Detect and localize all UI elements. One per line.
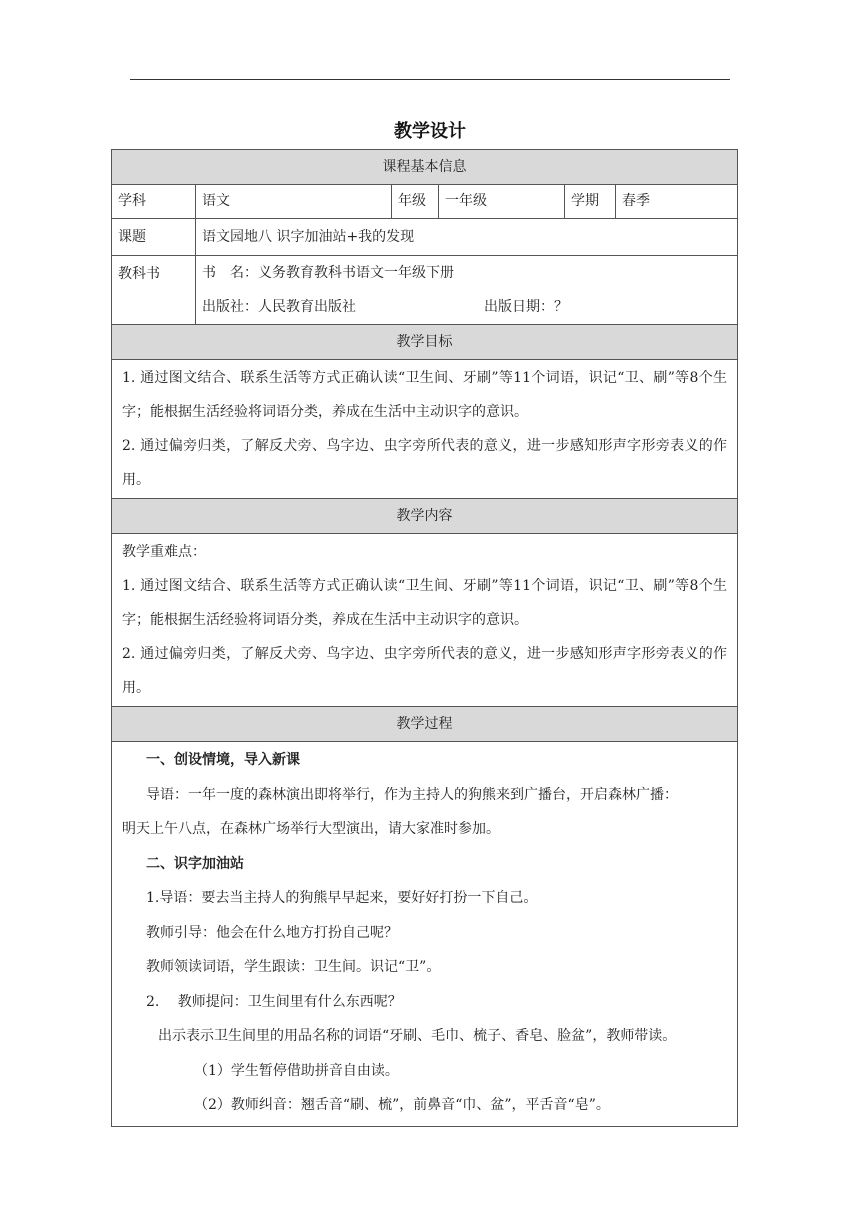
process-cell <box>112 742 738 1127</box>
section-header-objectives <box>112 325 738 360</box>
topic-label: 课题 <box>112 219 196 256</box>
publish-date: 出版日期：？ <box>484 299 568 315</box>
section-title: 课程基本信息 <box>112 150 738 185</box>
key-point-item: 1. 通过图文结合、联系生活等方式正确认读“卫生间、牙刷”等11个词语，识记“卫、刷”等8个生字；能根据生活经验将词语分类，养成在生活中主动识字的意识。 <box>122 578 728 628</box>
section-header-content <box>112 499 738 534</box>
process-paragraph: 明天上午八点，在森林广场举行大型演出，请大家准时参加。 <box>122 821 500 837</box>
process-paragraph: （1）学生暂停借助拼音自由读。 <box>194 1062 399 1079</box>
process-paragraph: 导语：一年一度的森林演出即将举行，作为主持人的狗熊来到广播台，开启森林广播： <box>146 786 678 803</box>
objectives-cell <box>112 360 738 499</box>
row-subject <box>112 185 738 219</box>
process-paragraph: 2. 教师提问：卫生间里有什么东西呢？ <box>146 993 402 1010</box>
textbook-label: 教科书 <box>112 256 196 325</box>
process-step-heading: 一、创设情境，导入新课 <box>146 752 300 768</box>
section-header-process <box>112 707 738 742</box>
document-title: 教学设计 <box>394 121 466 142</box>
row-textbook <box>112 256 738 325</box>
process-paragraph: 出示表示卫生间里的用品名称的词语“牙刷、毛巾、梳子、香皂、脸盆”，教师带读。 <box>158 1028 677 1044</box>
process-paragraph: 教师领读词语，学生跟读：卫生间。识记“卫”。 <box>146 959 441 975</box>
process-step-heading: 二、识字加油站 <box>146 855 244 872</box>
process-paragraph: 1.导语：要去当主持人的狗熊早早起来，要好好打扮一下自己。 <box>146 890 538 906</box>
content-cell <box>112 534 738 707</box>
row-content <box>112 534 738 707</box>
textbook-info <box>196 256 738 325</box>
publisher: 出版社：人民教育出版社 <box>202 299 356 315</box>
grade-value: 一年级 <box>439 185 565 219</box>
section-title: 教学目标 <box>112 325 738 360</box>
subject-label: 学科 <box>112 185 196 219</box>
term-value: 春季 <box>616 185 738 219</box>
objective-item: 1. 通过图文结合、联系生活等方式正确认读“卫生间、牙刷”等11个词语，识记“卫、刷”等8个生字；能根据生活经验将词语分类，养成在生活中主动识字的意识。 <box>122 370 728 420</box>
process-paragraph: （2）教师纠音：翘舌音“刷、梳”，前鼻音“巾、盆”，平舌音“皂”。 <box>194 1097 610 1113</box>
key-points-heading: 教学重难点： <box>122 544 206 560</box>
row-process <box>112 742 738 1127</box>
header-rule <box>130 79 730 80</box>
lesson-plan-table <box>111 149 738 1127</box>
publisher-line <box>202 290 731 324</box>
grade-label: 年级 <box>392 185 439 219</box>
row-topic <box>112 219 738 256</box>
subject-value: 语文 <box>196 185 392 219</box>
term-label: 学期 <box>565 185 616 219</box>
row-objectives <box>112 360 738 499</box>
section-title: 教学内容 <box>112 499 738 534</box>
process-paragraph: 教师引导：他会在什么地方打扮自己呢？ <box>146 924 398 941</box>
objective-item: 2. 通过偏旁归类，了解反犬旁、鸟字边、虫字旁所代表的意义，进一步感知形声字形旁表义的作用。 <box>122 438 728 488</box>
book-name: 书 名：义务教育教科书语文一年级下册 <box>202 265 454 281</box>
section-header-basic <box>112 150 738 185</box>
topic-value: 语文园地八 识字加油站+我的发现 <box>196 219 738 256</box>
section-title: 教学过程 <box>112 707 738 742</box>
key-point-item: 2. 通过偏旁归类，了解反犬旁、鸟字边、虫字旁所代表的意义，进一步感知形声字形旁表义的作用。 <box>122 646 728 696</box>
